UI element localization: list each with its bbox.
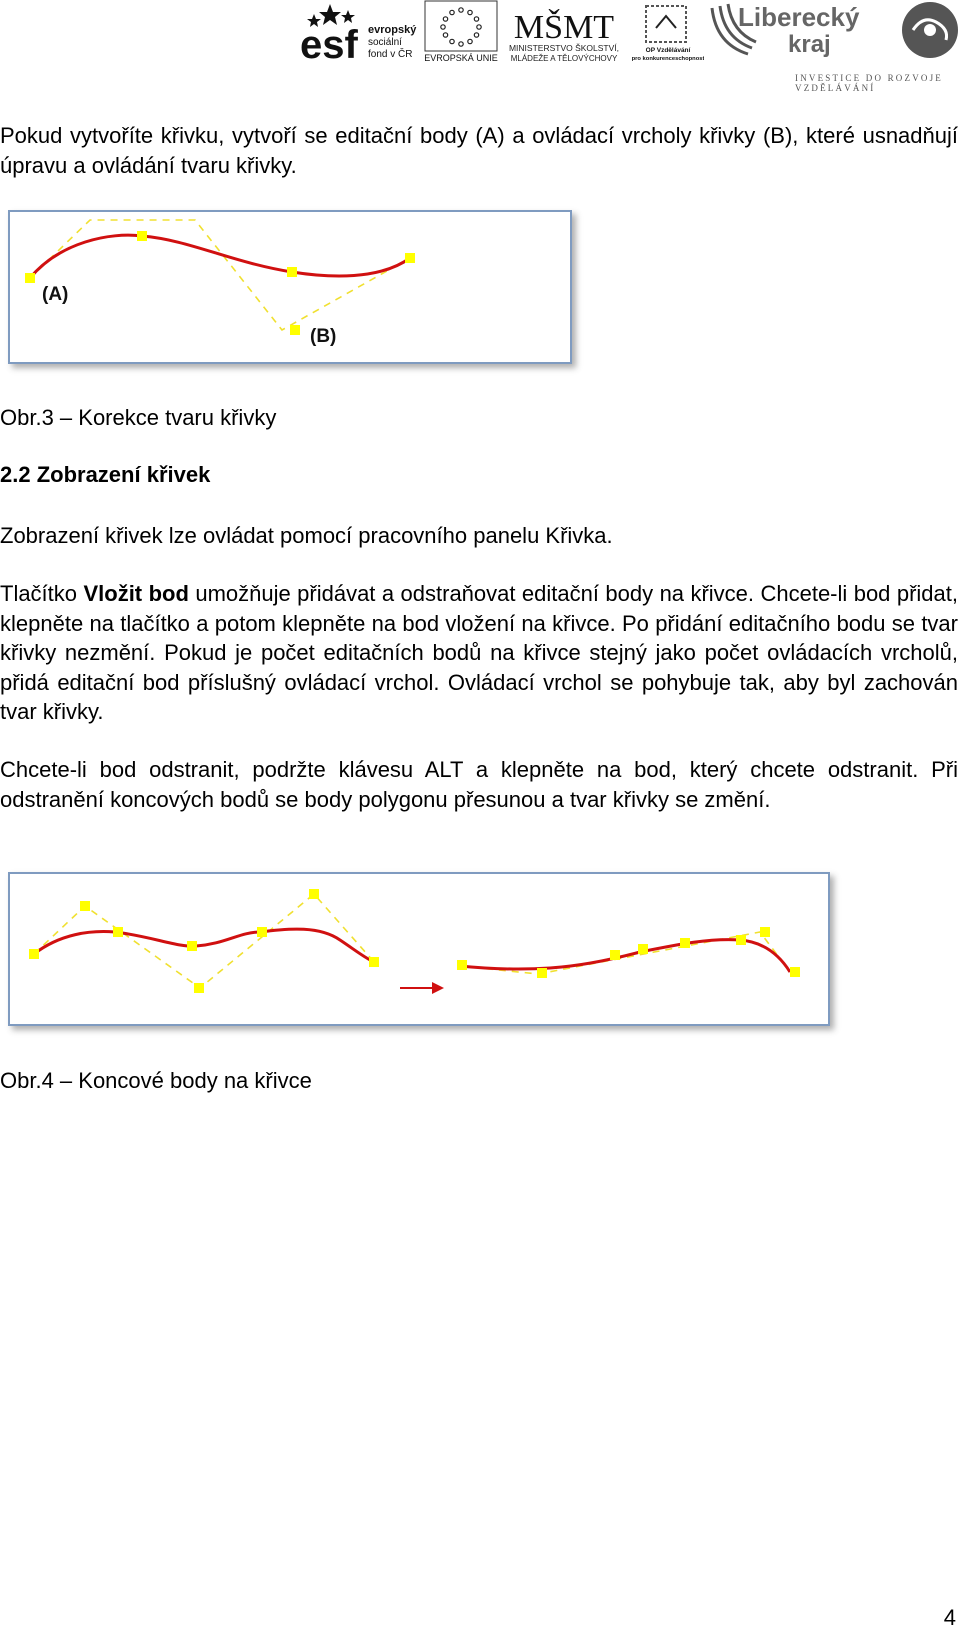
figure-3 (8, 210, 572, 364)
esf-logo (300, 0, 420, 64)
eu-logo (424, 0, 498, 64)
msmt-mark-text: MŠMT (513, 9, 615, 46)
figure-4-curve-drawing (10, 874, 828, 1024)
page-number: 4 (943, 1605, 956, 1630)
figure-3-curve-drawing (10, 212, 570, 362)
edit-point (405, 253, 415, 263)
esf-line2: sociální (368, 37, 402, 48)
edit-point (457, 960, 467, 970)
section-paragraph-3: Chcete-li bod odstranit, podržte klávesu ALT a klepněte na bod, který chcete odstranit. Při odstranění koncových bodů se body polygonu přesunou a tvar křivky se změní. (0, 757, 958, 812)
section-paragraph-1: Zobrazení křivek lze ovládat pomocí pracovního panelu Křivka. (0, 523, 613, 548)
intro-paragraph: Pokud vytvoříte křivku, vytvoří se editační body (A) a ovládací vrcholy křivky (B), které usnadňují úpravu a ovládání tvaru křivky. (0, 123, 958, 178)
edit-point (257, 927, 267, 937)
figure-3-caption: Obr.3 – Korekce tvaru křivky (0, 405, 277, 430)
op-logo-mark (632, 0, 704, 64)
msmt-logo-mark (500, 0, 628, 64)
msmt-line1: MINISTERSTVO ŠKOLSTVÍ, (508, 43, 620, 53)
liberecky-kraj-logo (708, 0, 960, 64)
p2-before: Tlačítko (0, 581, 84, 606)
edit-point (137, 231, 147, 241)
eu-flag-icon (424, 0, 498, 64)
op-line2: pro konkurenceschopnost (632, 56, 704, 62)
edit-point (638, 944, 648, 954)
kraj-line1: Liberecký (738, 2, 860, 32)
edit-point (29, 949, 39, 959)
eu-caption: EVROPSKÁ UNIE (424, 53, 498, 63)
edit-point (736, 935, 746, 945)
control-vertex (537, 968, 547, 978)
edit-point (25, 273, 35, 283)
section-heading: 2.2 Zobrazení křivek (0, 462, 211, 487)
edit-point (680, 938, 690, 948)
figure-4-caption: Obr.4 – Koncové body na křivce (0, 1068, 312, 1093)
page-header (300, 0, 960, 93)
p2-after: umožňuje přidávat a odstraňovat editační body na křivce. Chcete-li bod přidat, klepněte na tlačítko a potom klepněte na bod vložení na křivce. Po přidání editačního bodu se tvar křivky nezmění. Pokud je počet editačních bodů na křivce stejný jako počet ovládacích vrcholů, přidá editační bod příslušný ovládací vrchol. Ovládací vrchol se pohybuje tak, aby byl zachován tvar křivky. (0, 581, 959, 724)
op-line1: OP Vzdělávání (645, 47, 691, 54)
control-vertex (194, 983, 204, 993)
edit-point (369, 957, 379, 967)
kraj-logo-mark (708, 0, 960, 64)
msmt-logo (500, 0, 628, 64)
section-paragraph-2 (0, 579, 958, 727)
label-b: (B) (310, 326, 337, 347)
edit-point (113, 927, 123, 937)
edit-point (187, 941, 197, 951)
figure-4 (8, 872, 830, 1026)
esf-line1: evropský (368, 24, 417, 36)
op-logo (632, 0, 704, 64)
esf-logo-mark (300, 0, 420, 64)
control-vertex (80, 901, 90, 911)
arrow-right-icon (400, 982, 444, 994)
curve (30, 235, 410, 278)
kraj-line2: kraj (788, 31, 831, 58)
esf-mark-text: esf (300, 23, 358, 64)
curve-left (34, 929, 374, 962)
label-a: (A) (42, 284, 69, 305)
edit-point (790, 967, 800, 977)
control-vertex (309, 889, 319, 899)
esf-line3: fond v ČR (368, 49, 413, 60)
control-vertex (290, 325, 300, 335)
p2-bold: Vložit bod (83, 581, 189, 606)
control-vertex (760, 927, 770, 937)
edit-point (287, 267, 297, 277)
msmt-line2: MLÁDEŽE A TĚLOVÝCHOVY (510, 54, 618, 63)
header-tagline: INVESTICE DO ROZVOJE VZDĚLÁVÁNÍ (795, 73, 943, 93)
edit-point (610, 950, 620, 960)
